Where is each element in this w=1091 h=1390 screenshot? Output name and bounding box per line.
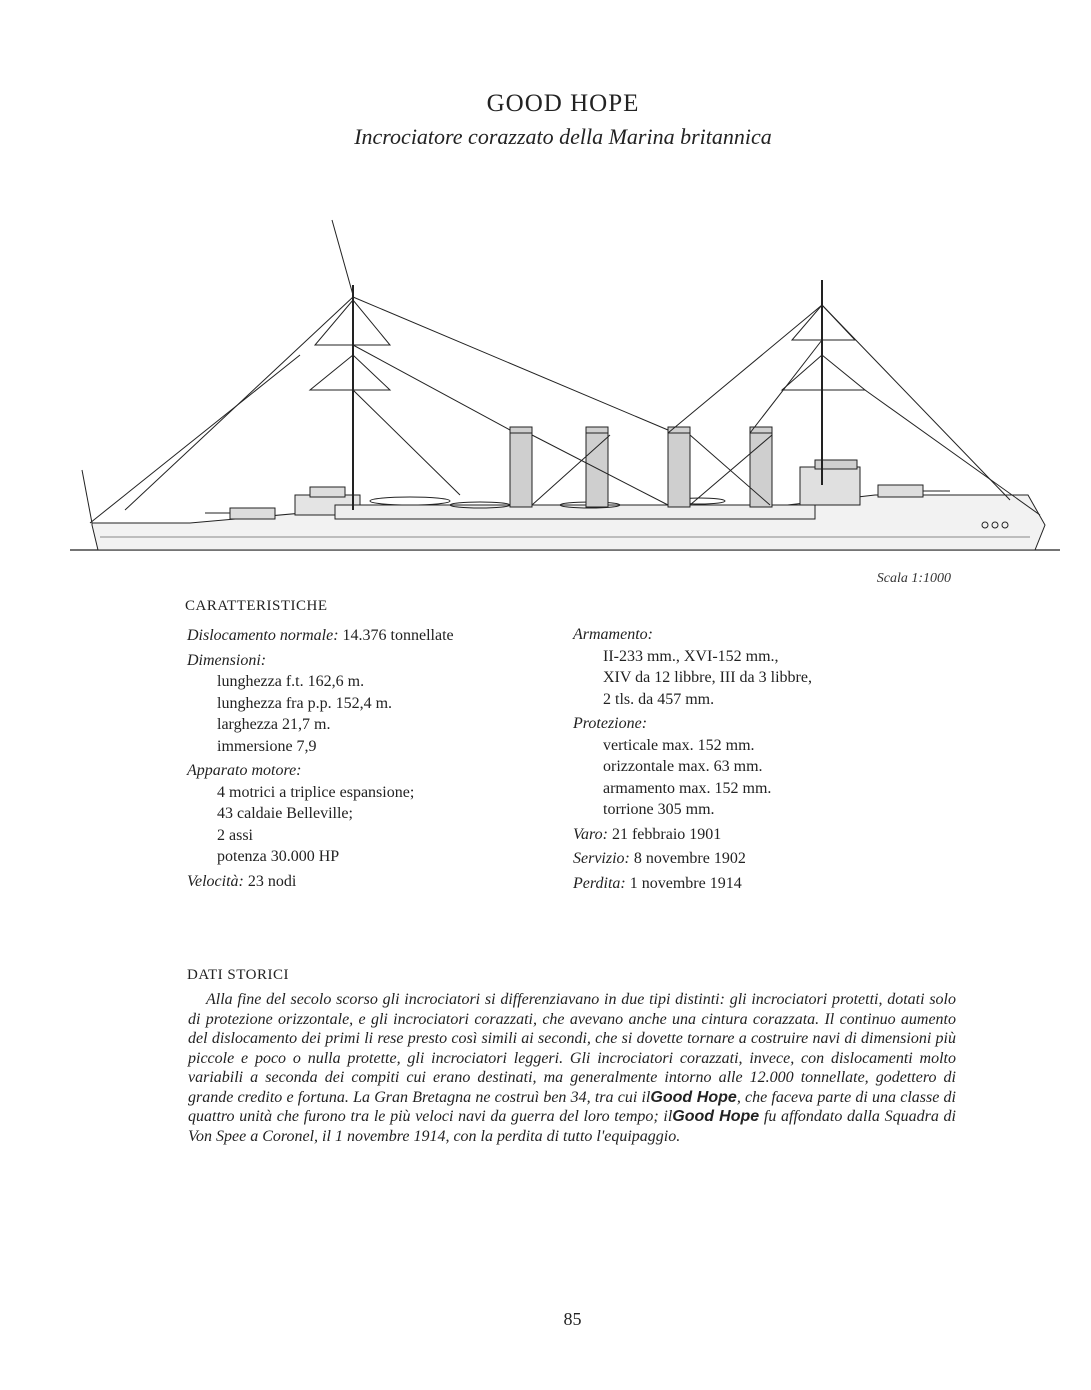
dimensions-label: Dimensioni:	[187, 651, 267, 669]
displacement-label: Dislocamento normale:	[187, 627, 339, 644]
protection-item: verticale max. 152 mm.	[603, 736, 755, 754]
armament-item: 2 tls. da 457 mm.	[603, 690, 715, 708]
launch-label: Varo:	[573, 825, 608, 843]
ship-profile-drawing	[70, 205, 1060, 570]
engine-item: potenza 30.000 HP	[217, 848, 340, 865]
armament-item: II-233 mm., XVI-152 mm.,	[603, 647, 779, 665]
history-text-part3: fu affondato dalla Squadra di Von Spee a Coronel, il 1 novembre 1914, con la perdita di tutto l'equipaggio.	[188, 1108, 956, 1145]
speed-row	[187, 871, 454, 893]
specs-right-column	[573, 624, 812, 894]
specs-heading: CARATTERISTICHE	[185, 598, 328, 614]
launch-row	[573, 824, 812, 846]
loss-value: 1 novembre 1914	[629, 874, 742, 892]
ship-name-bold: Good Hope	[650, 1088, 737, 1106]
page-title: GOOD HOPE	[486, 90, 640, 117]
history-paragraph	[188, 990, 956, 1146]
specs-left-column	[187, 625, 454, 892]
speed-value: 23 nodi	[247, 872, 297, 890]
loss-row	[573, 873, 812, 895]
protection-item: armamento max. 152 mm.	[603, 779, 772, 797]
service-label: Servizio:	[573, 850, 630, 867]
speed-label: Velocità:	[187, 872, 244, 890]
launch-value: 21 febbraio 1901	[611, 825, 722, 843]
engine-item: 4 motrici a triplice espansione;	[217, 783, 415, 801]
displacement-value: 14.376 tonnellate	[342, 627, 454, 644]
displacement-row	[187, 625, 454, 647]
dimension-item: lunghezza fra p.p. 152,4 m.	[217, 694, 393, 712]
dimension-item: immersione 7,9	[217, 737, 317, 755]
ship-name-bold: Good Hope	[672, 1108, 760, 1125]
armament-label: Armamento:	[573, 626, 653, 643]
loss-label: Perdita:	[573, 874, 626, 892]
protection-item: torrione 305 mm.	[603, 801, 715, 818]
engine-item: 43 caldaie Belleville;	[217, 805, 353, 822]
service-value: 8 novembre 1902	[633, 850, 746, 867]
history-heading: DATI STORICI	[187, 967, 289, 983]
scale-label: Scala 1:1000	[876, 571, 951, 586]
armament-item: XIV da 12 libbre, III da 3 libbre,	[603, 669, 812, 686]
engine-item: 2 assi	[217, 826, 253, 844]
protection-label: Protezione:	[573, 715, 648, 732]
protection-item: orizzontale max. 63 mm.	[603, 758, 763, 775]
page-number: 85	[563, 1309, 582, 1329]
engine-label: Apparato motore:	[187, 762, 302, 779]
page-subtitle: Incrociatore corazzato della Marina britannica	[354, 124, 772, 149]
dimension-item: lunghezza f.t. 162,6 m.	[217, 673, 365, 690]
dimension-item: larghezza 21,7 m.	[217, 716, 331, 733]
service-row	[573, 848, 812, 870]
history-text-part1: Alla fine del secolo scorso gli incrociatori si differenziavano in due tipi distinti: gli incrociatori protetti, dotati solo di protezione orizzontale, e gli incrociatori corazzati, che avevano anche una cintura corazzata. Il continuo aumento del dislocamento dei primi li rese presto così simili ai secondi, che si dovette tornare a costruire navi di dimensioni più piccole e poco o nulla protette, gli incrociatori leggeri. Gli incrociatori corazzati, invece, con dislocamenti molto variabili a seconda dei compiti cui erano destinati, ma generalmente intorno alle 12.000 tonnellate, godettero di grande credito e fortuna. La Gran Bretagna ne costruì ben 34, tra cui il	[188, 991, 956, 1106]
history-text-part2: , che faceva parte di una classe di quattro unità che furono tra le più veloci navi da guerra del loro tempo; il	[188, 1088, 956, 1125]
